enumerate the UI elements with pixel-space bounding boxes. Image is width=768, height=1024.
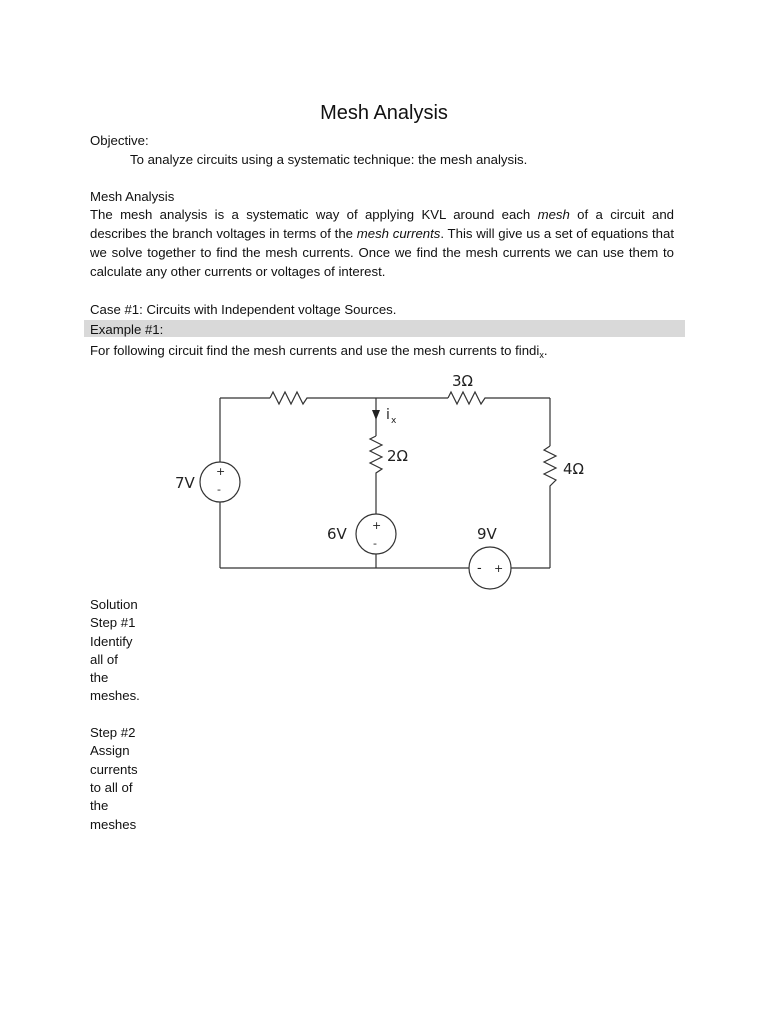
para-text-2: of a circuit and describes the branch voltages in terms of the <box>90 207 674 241</box>
intro-paragraph <box>90 205 674 281</box>
steps-line: meshes <box>90 816 137 832</box>
example-text-end: . <box>543 343 548 358</box>
label-r-top-right: 3Ω <box>452 372 474 390</box>
steps-line: the <box>90 670 109 686</box>
bottom-source-minus: - <box>477 561 482 576</box>
objective-text: To analyze circuits using a systematic technique: the mesh analysis. <box>130 152 528 167</box>
label-v-middle: 6V <box>327 525 347 543</box>
voltage-source-bottom <box>469 547 511 589</box>
label-v-bottom: 9V <box>477 525 497 543</box>
steps-line: all of <box>90 651 118 667</box>
objective-label: Objective: <box>90 133 149 148</box>
middle-source-plus: + <box>372 519 382 532</box>
resistor-top-left <box>270 392 310 404</box>
bottom-source-plus: + <box>494 562 504 575</box>
steps-line: Step #1 <box>90 615 136 631</box>
para-text-3: . This will give us a set of equations that we solve together to find the mesh currents. Once we find the mesh currents we can use them to calculate any other currents or voltages of interest. <box>90 226 674 279</box>
steps-spacer <box>90 706 150 724</box>
para-emphasis-mesh: mesh <box>537 207 570 222</box>
para-text-1: The mesh analysis is a systematic way of applying KVL around each <box>90 207 538 222</box>
resistor-right <box>544 446 556 490</box>
middle-source-minus: - <box>373 537 377 550</box>
steps-line: Step #2 <box>90 725 136 741</box>
resistor-top-right <box>448 392 488 404</box>
section-heading: Mesh Analysis <box>90 189 175 204</box>
label-v-left: 7V <box>175 474 195 492</box>
current-arrow-icon <box>372 410 380 420</box>
left-source-minus: - <box>217 483 221 496</box>
circuit-diagram <box>0 360 768 600</box>
solution-steps <box>90 596 150 834</box>
steps-line: Identify <box>90 633 133 649</box>
label-current-i: i <box>386 407 390 423</box>
steps-line: currents <box>90 761 138 777</box>
steps-line: the <box>90 798 109 814</box>
example-text-subscript: x <box>539 350 544 360</box>
steps-line: Solution <box>90 597 138 612</box>
label-current-sub: x <box>391 416 397 426</box>
case-heading: Case #1: Circuits with Independent voltage Sources. <box>90 302 397 317</box>
steps-line: to all of <box>90 779 133 795</box>
para-emphasis-mesh-currents: mesh currents <box>356 226 441 241</box>
label-r-middle: 2Ω <box>387 447 409 465</box>
example-highlight <box>84 320 685 337</box>
resistor-middle <box>370 436 382 476</box>
example-text-main: For following circuit find the mesh currents and use the mesh currents to findi <box>90 343 540 358</box>
steps-line: Assign <box>90 743 130 759</box>
steps-line: meshes. <box>90 688 140 704</box>
page-title: Mesh Analysis <box>320 102 448 124</box>
example-heading: Example #1: <box>90 322 164 337</box>
label-r-right: 4Ω <box>563 460 585 478</box>
left-source-plus: + <box>216 465 226 478</box>
